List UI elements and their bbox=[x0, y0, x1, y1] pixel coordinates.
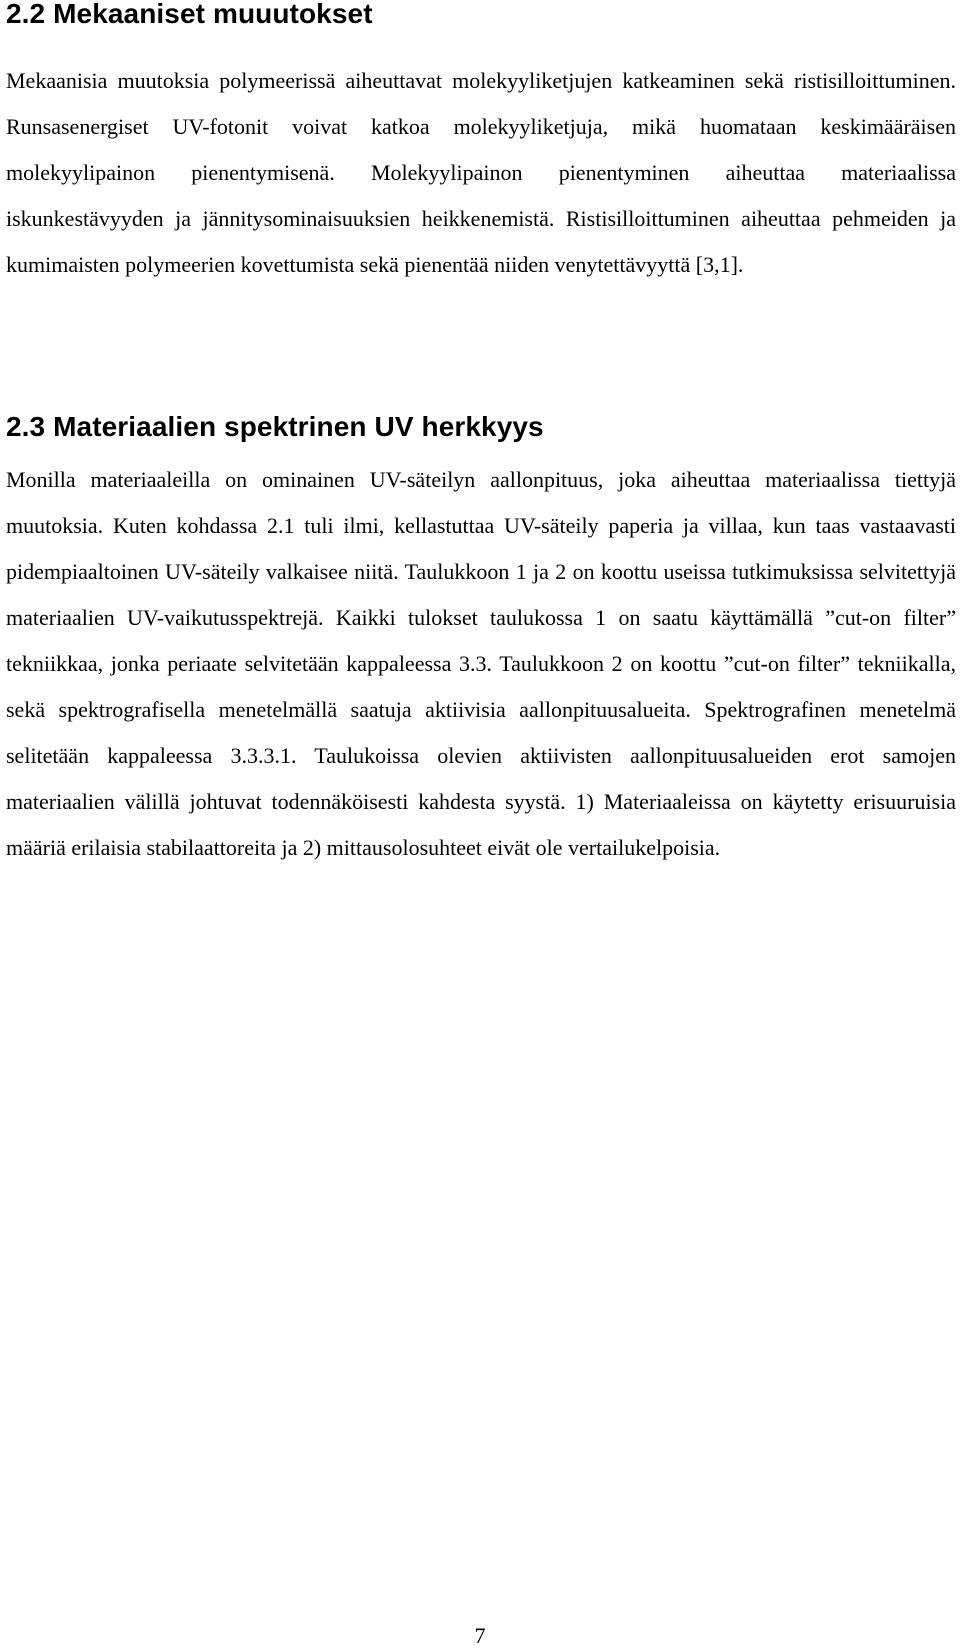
section-paragraph: Monilla materiaaleilla on ominainen UV-säteilyn aallonpituus, joka aiheuttaa materiaalissa tiettyjä muutoksia. Kuten kohdassa 2.1 tuli ilmi, kellastuttaa UV-säteily paperia ja villaa, kun taas vastaavasti pidempiaaltoinen UV-säteily valkaisee niitä. Taulukkoon 1 ja 2 on koottu useissa tutkimuksissa selvitettyjä materiaalien UV-vaikutusspektrejä. Kaikki tulokset taulukossa 1 on saatu käyttämällä ”cut-on filter” tekniikkaa, jonka periaate selvitetään kappaleessa 3.3. Taulukkoon 2 on koottu ”cut-on filter” tekniikalla, sekä spektrografisella menetelmällä saatuja aktiivisia aallonpituusalueita. Spektrografinen menetelmä selitetään kappaleessa 3.3.3.1. Taulukoissa olevien aktiivisten aallonpituusalueiden erot samojen materiaalien välillä johtuvat todennäköisesti kahdesta syystä. 1) Materiaaleissa on käytetty erisuuruisia määriä erilaisia stabilaattoreita ja 2) mittausolosuhteet eivät ole vertailukelpoisia. bbox=[6, 467, 956, 860]
section-spectral-uv-sensitivity bbox=[6, 413, 956, 871]
section-heading: 2.2 Mekaaniset muuutokset bbox=[6, 0, 373, 29]
page-number: 7 bbox=[474, 1623, 486, 1648]
section-heading: 2.3 Materiaalien spektrinen UV herkkyys bbox=[6, 411, 544, 442]
section-mechanical-changes bbox=[6, 0, 956, 288]
section-paragraph: Mekaanisia muutoksia polymeerissä aiheuttavat molekyyliketjujen katkeaminen sekä ristisilloittuminen. Runsasenergiset UV-fotonit voivat katkoa molekyyliketjuja, mikä huomataan keskimääräisen molekyylipainon pienentymisenä. Molekyylipainon pienentyminen aiheuttaa materiaalissa iskunkestävyyden ja jännitysominaisuuksien heikkenemistä. Ristisilloittuminen aiheuttaa pehmeiden ja kumimaisten polymeerien kovettumista sekä pienentää niiden venytettävyyttä [3,1]. bbox=[6, 68, 956, 277]
